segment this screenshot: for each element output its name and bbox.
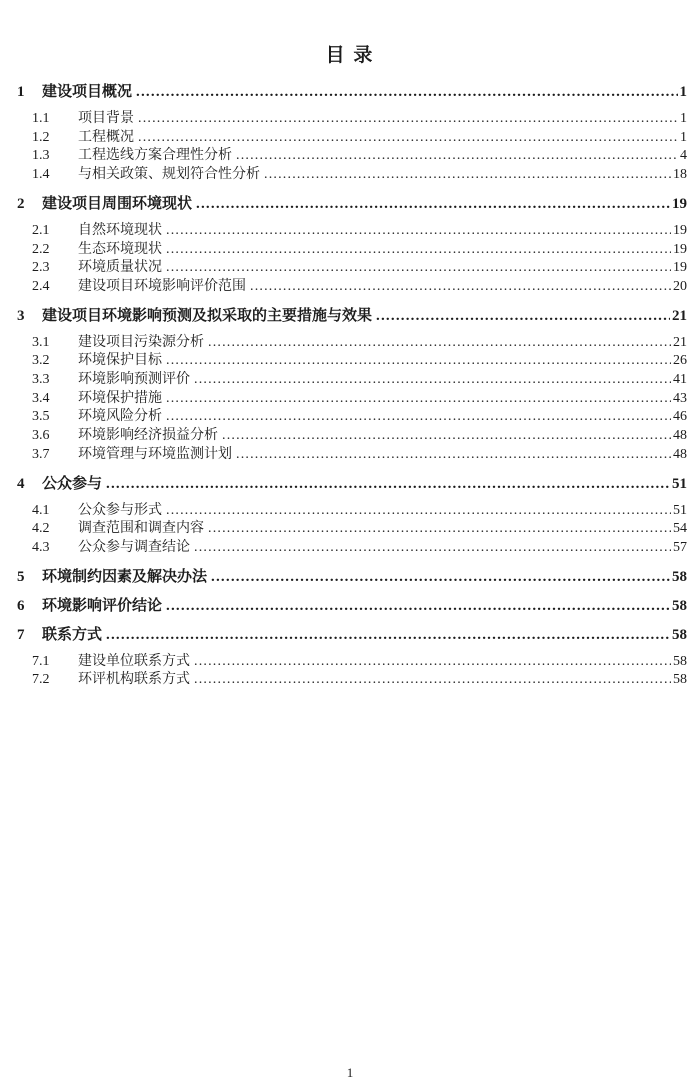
toc-entry-label: 环境影响经济损益分析 [78,428,218,444]
toc-dot-leader [264,166,671,185]
toc-entry-section-5[interactable] [0,567,700,587]
toc-entry-number: 3.5 [32,409,50,425]
toc-entry-number: 7.2 [32,672,50,688]
toc-entry-number: 3.1 [32,334,50,350]
toc-entry-label: 联系方式 [42,626,103,643]
toc-entry-number: 2.2 [32,241,50,257]
toc-entry-1-4[interactable] [0,166,700,185]
toc-entry-label: 公众参与 [42,475,103,492]
toc-dot-leader [166,390,671,409]
toc-entry-number: 4.1 [32,502,50,518]
toc-entry-page: 1 [679,84,687,100]
toc-entry-label: 建设项目环境影响预测及拟采取的主要措施与效果 [42,307,373,324]
toc-entry-1-2[interactable] [0,129,700,148]
toc-entry-number: 3.2 [32,353,50,369]
toc-entry-number: 1.2 [32,129,50,145]
toc-dot-leader [194,371,671,390]
toc-entry-label: 项目背景 [78,111,134,126]
toc-entry-number: 3.3 [32,372,50,388]
toc-entry-page: 20 [673,278,687,294]
toc-entry-section-1[interactable] [0,82,700,102]
toc-entry-label: 公众参与形式 [78,502,162,518]
toc-entry-page: 19 [673,260,687,276]
toc-entry-section-2[interactable] [0,194,700,214]
toc-entry-4-1[interactable] [0,502,700,521]
toc-entry-page: 1 [680,111,687,126]
toc-entry-page: 18 [673,167,687,183]
toc-entry-page: 51 [672,475,687,492]
toc-entry-label: 环境质量状况 [78,260,162,276]
toc-entry-page: 58 [673,653,687,669]
toc-entry-2-4[interactable] [0,278,700,297]
toc-entry-page: 41 [673,372,687,388]
toc-entry-page: 57 [673,539,687,555]
toc-entry-number: 2 [17,195,25,212]
toc-entry-section-3[interactable] [0,306,700,326]
toc-entry-label: 环境制约因素及解决办法 [42,568,208,585]
toc-entry-3-5[interactable] [0,408,700,427]
toc-entry-page: 19 [672,195,687,212]
toc-entry-page: 21 [673,334,687,350]
toc-entry-label: 建设项目概况 [42,84,133,100]
toc-entry-page: 26 [673,353,687,369]
toc-entry-number: 3.6 [32,428,50,444]
toc-entry-number: 3.7 [32,446,50,462]
toc-entry-number: 1.1 [32,111,50,126]
toc-entry-page: 58 [672,568,687,585]
toc-dot-leader [166,259,671,278]
toc-entry-7-2[interactable] [0,671,700,690]
toc-dot-leader [208,520,671,539]
toc-entry-label: 环境保护目标 [78,353,162,369]
toc-dot-leader [376,306,670,326]
toc-entry-number: 6 [17,597,25,614]
toc-entry-page: 54 [673,521,687,537]
toc-entry-label: 公众参与调查结论 [78,539,190,555]
toc-dot-leader [136,82,677,102]
toc-entry-label: 调查范围和调查内容 [78,521,204,537]
toc-entry-2-1[interactable] [0,222,700,241]
toc-entry-page: 58 [673,672,687,688]
toc-entry-label: 工程概况 [78,129,134,145]
toc-entry-4-3[interactable] [0,539,700,558]
toc-entry-page: 43 [673,390,687,406]
toc-entry-page: 51 [673,502,687,518]
toc-dot-leader [196,194,670,214]
toc-entry-3-7[interactable] [0,446,700,465]
toc-entry-number: 1 [17,84,25,100]
toc-entry-label: 环境保护措施 [78,390,162,406]
toc-entry-label: 环境管理与环境监测计划 [78,446,232,462]
toc-entry-number: 7 [17,626,25,643]
toc-dot-leader [194,671,671,690]
toc-entry-1-1[interactable] [0,110,700,129]
toc-dot-leader [250,278,671,297]
toc-dot-leader [106,625,670,645]
toc-dot-leader [138,129,678,148]
toc-entry-number: 4.2 [32,521,50,537]
toc-entry-page: 19 [673,222,687,238]
toc-entry-3-1[interactable] [0,334,700,353]
toc-dot-leader [194,653,671,672]
toc-entry-label: 工程选线方案合理性分析 [78,148,232,164]
toc-entry-label: 环评机构联系方式 [78,672,190,688]
toc-dot-leader [166,502,671,521]
toc-entry-3-2[interactable] [0,352,700,371]
toc-entry-number: 2.4 [32,278,50,294]
toc-dot-leader [166,596,670,616]
toc-entry-number: 3 [17,307,25,324]
toc-dot-leader [211,567,670,587]
toc-dot-leader [166,352,671,371]
toc-entry-7-1[interactable] [0,653,700,672]
toc-dot-leader [194,539,671,558]
toc-entry-page: 21 [672,307,687,324]
toc-entry-label: 自然环境现状 [78,222,162,238]
toc-entry-section-7[interactable] [0,625,700,645]
toc-entry-number: 2.3 [32,260,50,276]
toc-entry-2-2[interactable] [0,241,700,260]
toc-entry-4-2[interactable] [0,520,700,539]
toc-entry-section-6[interactable] [0,596,700,616]
toc-entry-number: 1.3 [32,148,50,164]
toc-entry-label: 环境风险分析 [78,409,162,425]
toc-entry-page: 48 [673,446,687,462]
toc-entry-number: 7.1 [32,653,50,669]
toc-entry-number: 1.4 [32,167,50,183]
toc-dot-leader [208,334,671,353]
toc-entry-3-6[interactable] [0,427,700,446]
table-of-contents [0,82,700,690]
toc-entry-label: 建设项目污染源分析 [78,334,204,350]
toc-dot-leader [236,446,671,465]
toc-entry-label: 建设项目环境影响评价范围 [78,278,246,294]
toc-entry-number: 4.3 [32,539,50,555]
toc-entry-label: 建设项目周围环境现状 [42,195,193,212]
toc-entry-label: 与相关政策、规划符合性分析 [78,167,260,183]
toc-entry-1-3[interactable] [0,147,700,166]
toc-dot-leader [166,241,671,260]
toc-entry-page: 19 [673,241,687,257]
toc-entry-page: 1 [680,129,687,145]
toc-dot-leader [236,147,678,166]
toc-entry-page: 58 [672,597,687,614]
toc-entry-label: 环境影响评价结论 [42,597,163,614]
toc-entry-number: 4 [17,475,25,492]
footer-page-number: 1 [346,1065,354,1080]
page-title: 目 录 [325,45,375,66]
toc-entry-label: 生态环境现状 [78,241,162,257]
toc-entry-page: 4 [680,148,687,164]
toc-dot-leader [106,474,670,494]
toc-entry-3-4[interactable] [0,390,700,409]
toc-entry-page: 58 [672,626,687,643]
toc-entry-section-4[interactable] [0,474,700,494]
toc-entry-page: 46 [673,409,687,425]
toc-entry-number: 2.1 [32,222,50,238]
toc-entry-number: 3.4 [32,390,50,406]
toc-dot-leader [222,427,671,446]
toc-entry-3-3[interactable] [0,371,700,390]
toc-dot-leader [138,110,678,129]
toc-dot-leader [166,408,671,427]
toc-entry-2-3[interactable] [0,259,700,278]
toc-dot-leader [166,222,671,241]
toc-entry-number: 5 [17,568,25,585]
toc-entry-label: 建设单位联系方式 [78,653,190,669]
toc-entry-label: 环境影响预测评价 [78,372,190,388]
toc-entry-page: 48 [673,428,687,444]
